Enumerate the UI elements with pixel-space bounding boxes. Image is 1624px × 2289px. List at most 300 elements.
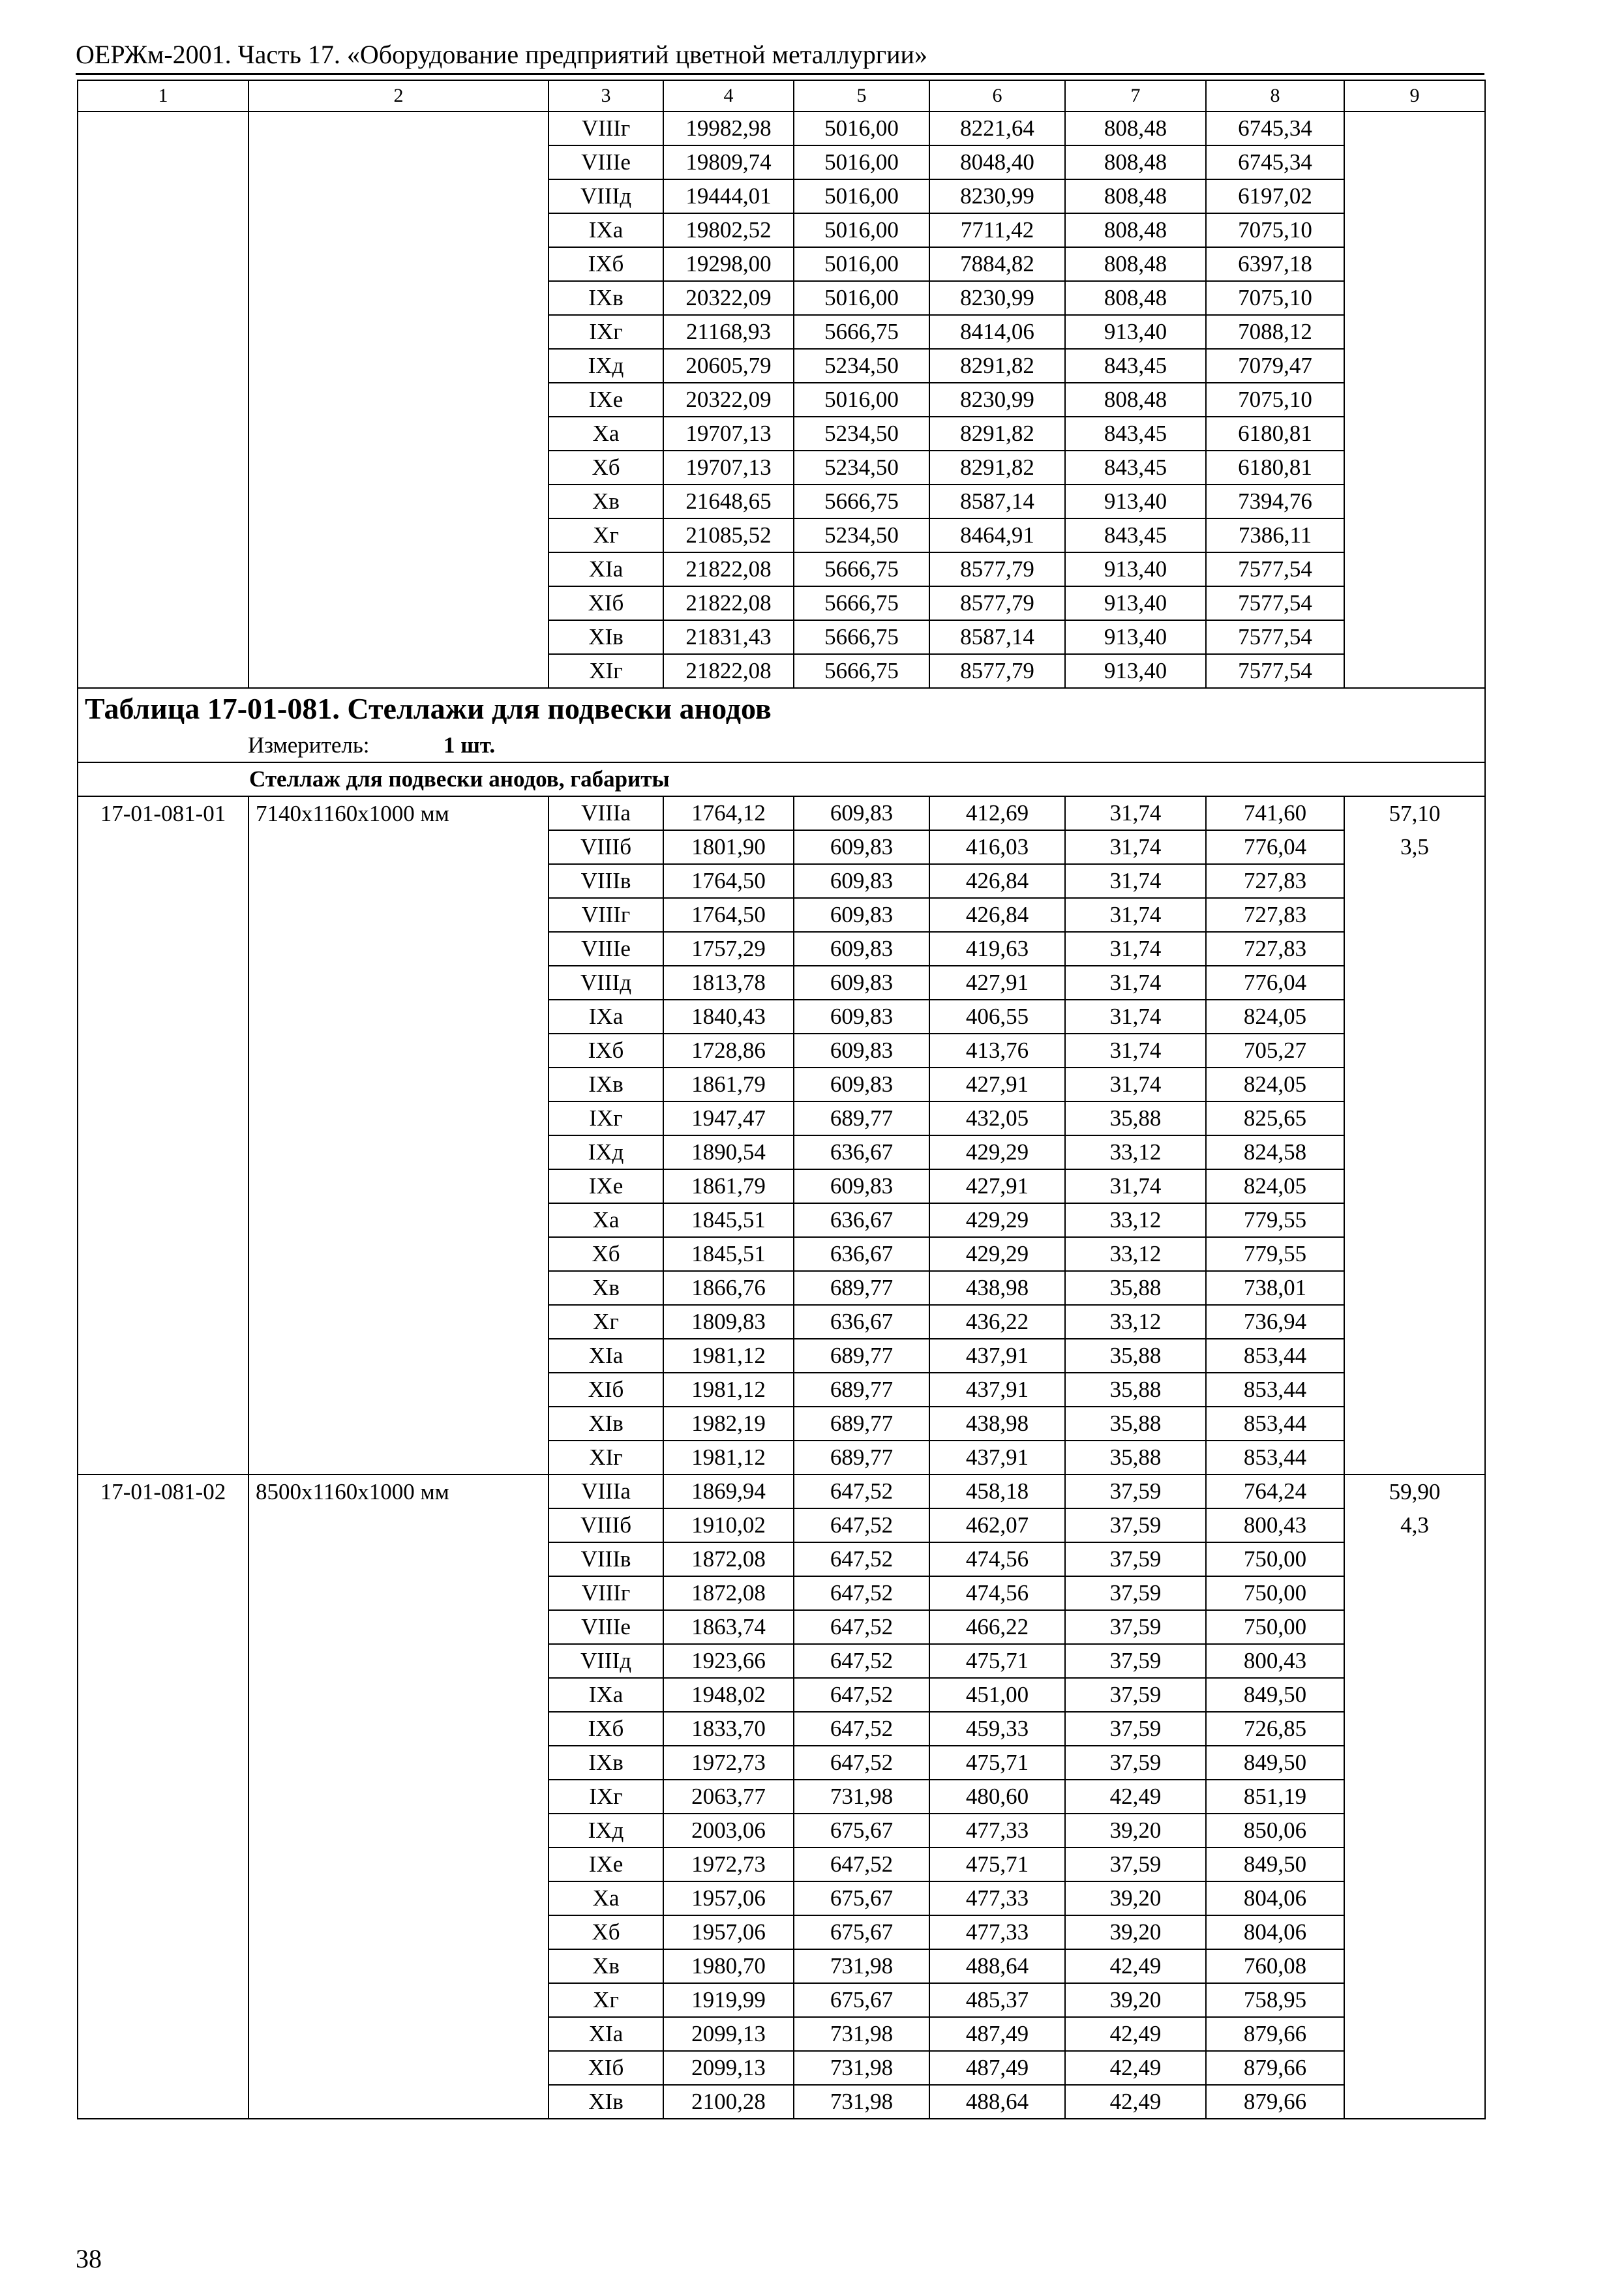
price-zone-cell: IXб <box>549 247 663 281</box>
labor-cost-cell: 647,52 <box>794 1644 929 1678</box>
weight-cell <box>1344 1441 1485 1474</box>
driver-wage-cell: 37,59 <box>1065 1474 1206 1508</box>
total-cost-cell: 1981,12 <box>663 1441 794 1474</box>
weight-cell <box>1344 1339 1485 1373</box>
labor-cost-cell: 731,98 <box>794 1949 929 1983</box>
weight-cell <box>1344 1542 1485 1576</box>
machine-cost-cell: 8577,79 <box>929 654 1065 688</box>
machine-cost-cell: 485,37 <box>929 1983 1065 2017</box>
price-zone-cell: XIв <box>549 620 663 654</box>
machine-cost-cell: 8464,91 <box>929 518 1065 552</box>
total-cost-cell: 1957,06 <box>663 1881 794 1915</box>
driver-wage-cell: 39,20 <box>1065 1814 1206 1848</box>
total-cost-cell: 2099,13 <box>663 2051 794 2085</box>
materials-cost-cell: 825,65 <box>1206 1101 1344 1135</box>
code-cell: 17-01-081-02 <box>78 1474 248 1508</box>
total-cost-cell: 1764,50 <box>663 864 794 898</box>
labor-cost-cell: 5666,75 <box>794 620 929 654</box>
labor-cost-cell: 5016,00 <box>794 383 929 417</box>
total-cost-cell: 1764,12 <box>663 796 794 830</box>
total-cost-cell: 19802,52 <box>663 213 794 247</box>
price-zone-cell: IXг <box>549 315 663 349</box>
materials-cost-cell: 779,55 <box>1206 1237 1344 1271</box>
driver-wage-cell: 843,45 <box>1065 349 1206 383</box>
weight-cell <box>1344 1780 1485 1814</box>
price-zone-cell: IXв <box>549 1746 663 1780</box>
price-zone-cell: XIа <box>549 552 663 586</box>
driver-wage-cell: 35,88 <box>1065 1407 1206 1441</box>
table-row <box>78 1780 1485 1814</box>
table-row <box>78 1610 1485 1644</box>
labor-cost-cell: 609,83 <box>794 796 929 830</box>
code-cell <box>78 1542 248 1576</box>
weight-cell <box>1344 518 1485 552</box>
weight-cell <box>1344 1034 1485 1068</box>
total-cost-cell: 1910,02 <box>663 1508 794 1542</box>
driver-wage-cell: 33,12 <box>1065 1135 1206 1169</box>
machine-cost-cell: 426,84 <box>929 864 1065 898</box>
weight-cell <box>1344 1101 1485 1135</box>
total-cost-cell: 1972,73 <box>663 1848 794 1881</box>
description-cell <box>248 1203 549 1237</box>
code-cell <box>78 281 248 315</box>
machine-cost-cell: 8291,82 <box>929 451 1065 485</box>
code-cell <box>78 1203 248 1237</box>
description-cell <box>248 518 549 552</box>
table-row <box>78 1237 1485 1271</box>
description-cell <box>248 1746 549 1780</box>
code-cell <box>78 1915 248 1949</box>
table-row <box>78 1542 1485 1576</box>
total-cost-cell: 19707,13 <box>663 417 794 451</box>
labor-cost-cell: 5016,00 <box>794 112 929 145</box>
weight-cell <box>1344 586 1485 620</box>
table-row <box>78 1814 1485 1848</box>
materials-cost-cell: 7394,76 <box>1206 485 1344 518</box>
description-cell <box>248 1237 549 1271</box>
labor-cost-cell: 609,83 <box>794 864 929 898</box>
description-cell <box>248 864 549 898</box>
materials-cost-cell: 7577,54 <box>1206 586 1344 620</box>
code-cell <box>78 417 248 451</box>
description-cell <box>248 1915 549 1949</box>
description-cell <box>248 830 549 864</box>
price-zone-cell: IXг <box>549 1780 663 1814</box>
code-cell <box>78 1746 248 1780</box>
labor-cost-cell: 731,98 <box>794 2085 929 2119</box>
total-cost-cell: 19444,01 <box>663 179 794 213</box>
description-cell <box>248 620 549 654</box>
labor-cost-cell: 609,83 <box>794 830 929 864</box>
driver-wage-cell: 843,45 <box>1065 417 1206 451</box>
materials-cost-cell: 6745,34 <box>1206 112 1344 145</box>
driver-wage-cell: 37,59 <box>1065 1644 1206 1678</box>
machine-cost-cell: 438,98 <box>929 1271 1065 1305</box>
table-row <box>78 830 1485 864</box>
machine-cost-cell: 8577,79 <box>929 586 1065 620</box>
driver-wage-cell: 31,74 <box>1065 966 1206 1000</box>
driver-wage-cell: 37,59 <box>1065 1508 1206 1542</box>
labor-cost-cell: 647,52 <box>794 1508 929 1542</box>
driver-wage-cell: 33,12 <box>1065 1305 1206 1339</box>
table-row <box>78 1915 1485 1949</box>
description-cell: 7140x1160x1000 мм <box>248 796 549 830</box>
total-cost-cell: 21822,08 <box>663 586 794 620</box>
code-cell <box>78 247 248 281</box>
weight-cell <box>1344 1407 1485 1441</box>
code-cell <box>78 383 248 417</box>
table-row <box>78 1881 1485 1915</box>
labor-cost-cell: 731,98 <box>794 2051 929 2085</box>
code-cell <box>78 1034 248 1068</box>
weight-cell <box>1344 179 1485 213</box>
weight-cell <box>1344 1373 1485 1407</box>
labor-cost-cell: 609,83 <box>794 1034 929 1068</box>
machine-cost-cell: 426,84 <box>929 898 1065 932</box>
table-row <box>78 552 1485 586</box>
code-cell <box>78 1712 248 1746</box>
machine-cost-cell: 413,76 <box>929 1034 1065 1068</box>
driver-wage-cell: 37,59 <box>1065 1746 1206 1780</box>
price-zone-cell: Xа <box>549 1203 663 1237</box>
table-row <box>78 145 1485 179</box>
code-cell <box>78 932 248 966</box>
labor-cost-cell: 609,83 <box>794 1169 929 1203</box>
labor-cost-cell: 609,83 <box>794 1068 929 1101</box>
labor-cost-cell: 647,52 <box>794 1576 929 1610</box>
description-cell <box>248 552 549 586</box>
total-cost-cell: 1863,74 <box>663 1610 794 1644</box>
total-cost-cell: 19298,00 <box>663 247 794 281</box>
machine-cost-cell: 477,33 <box>929 1814 1065 1848</box>
machine-cost-cell: 474,56 <box>929 1576 1065 1610</box>
price-zone-cell: Xб <box>549 1915 663 1949</box>
code-cell <box>78 830 248 864</box>
total-cost-cell: 1728,86 <box>663 1034 794 1068</box>
machine-cost-cell: 8587,14 <box>929 620 1065 654</box>
table-row <box>78 1678 1485 1712</box>
materials-cost-cell: 6197,02 <box>1206 179 1344 213</box>
code-cell <box>78 1881 248 1915</box>
price-zone-cell: Xг <box>549 1305 663 1339</box>
weight-cell <box>1344 281 1485 315</box>
price-zone-cell: XIв <box>549 1407 663 1441</box>
weight-cell <box>1344 145 1485 179</box>
description-cell <box>248 1508 549 1542</box>
machine-cost-cell: 7711,42 <box>929 213 1065 247</box>
weight-cell <box>1344 349 1485 383</box>
code-cell <box>78 485 248 518</box>
materials-cost-cell: 824,58 <box>1206 1135 1344 1169</box>
code-cell <box>78 179 248 213</box>
column-number: 6 <box>929 80 1065 112</box>
labor-cost-cell: 5234,50 <box>794 349 929 383</box>
price-zone-cell: XIб <box>549 586 663 620</box>
labor-cost-cell: 675,67 <box>794 1915 929 1949</box>
labor-cost-cell: 609,83 <box>794 1000 929 1034</box>
driver-wage-cell: 843,45 <box>1065 451 1206 485</box>
total-cost-cell: 1764,50 <box>663 898 794 932</box>
machine-cost-cell: 487,49 <box>929 2017 1065 2051</box>
total-cost-cell: 19707,13 <box>663 451 794 485</box>
table-row <box>78 796 1485 830</box>
materials-cost-cell: 7079,47 <box>1206 349 1344 383</box>
column-number: 9 <box>1344 80 1485 112</box>
machine-cost-cell: 480,60 <box>929 1780 1065 1814</box>
column-number: 4 <box>663 80 794 112</box>
table-row <box>78 1339 1485 1373</box>
labor-cost-cell: 731,98 <box>794 2017 929 2051</box>
table-row <box>78 966 1485 1000</box>
driver-wage-cell: 39,20 <box>1065 1915 1206 1949</box>
driver-wage-cell: 913,40 <box>1065 654 1206 688</box>
materials-cost-cell: 779,55 <box>1206 1203 1344 1237</box>
machine-cost-cell: 432,05 <box>929 1101 1065 1135</box>
description-cell <box>248 315 549 349</box>
materials-cost-cell: 850,06 <box>1206 1814 1344 1848</box>
code-cell <box>78 2017 248 2051</box>
price-zone-cell: VIIIд <box>549 1644 663 1678</box>
labor-cost-cell: 675,67 <box>794 1814 929 1848</box>
description-cell <box>248 281 549 315</box>
materials-cost-cell: 7577,54 <box>1206 654 1344 688</box>
machine-cost-cell: 8230,99 <box>929 281 1065 315</box>
column-number: 8 <box>1206 80 1344 112</box>
code-cell <box>78 1407 248 1441</box>
weight-cell: 3,5 <box>1344 830 1485 864</box>
machine-cost-cell: 487,49 <box>929 2051 1065 2085</box>
materials-cost-cell: 727,83 <box>1206 864 1344 898</box>
description-cell <box>248 417 549 451</box>
weight-cell <box>1344 1881 1485 1915</box>
materials-cost-cell: 6397,18 <box>1206 247 1344 281</box>
code-cell <box>78 1610 248 1644</box>
driver-wage-cell: 37,59 <box>1065 1610 1206 1644</box>
weight-cell <box>1344 1576 1485 1610</box>
code-cell <box>78 620 248 654</box>
labor-cost-cell: 5234,50 <box>794 518 929 552</box>
driver-wage-cell: 31,74 <box>1065 1169 1206 1203</box>
table-row <box>78 1576 1485 1610</box>
table-row <box>78 1644 1485 1678</box>
weight-cell <box>1344 1814 1485 1848</box>
description-cell <box>248 1271 549 1305</box>
machine-cost-cell: 406,55 <box>929 1000 1065 1034</box>
machine-cost-cell: 8587,14 <box>929 485 1065 518</box>
materials-cost-cell: 7577,54 <box>1206 552 1344 586</box>
weight-cell <box>1344 620 1485 654</box>
labor-cost-cell: 5666,75 <box>794 485 929 518</box>
machine-cost-cell: 477,33 <box>929 1915 1065 1949</box>
labor-cost-cell: 647,52 <box>794 1712 929 1746</box>
description-cell <box>248 213 549 247</box>
table-row <box>78 1746 1485 1780</box>
labor-cost-cell: 647,52 <box>794 1746 929 1780</box>
materials-cost-cell: 7088,12 <box>1206 315 1344 349</box>
weight-cell <box>1344 1848 1485 1881</box>
weight-cell <box>1344 654 1485 688</box>
weight-cell <box>1344 315 1485 349</box>
code-cell <box>78 654 248 688</box>
total-cost-cell: 2100,28 <box>663 2085 794 2119</box>
machine-cost-cell: 8230,99 <box>929 383 1065 417</box>
table-row <box>78 586 1485 620</box>
code-cell <box>78 1305 248 1339</box>
description-cell <box>248 1068 549 1101</box>
description-cell <box>248 1881 549 1915</box>
materials-cost-cell: 804,06 <box>1206 1881 1344 1915</box>
materials-cost-cell: 879,66 <box>1206 2017 1344 2051</box>
weight-cell <box>1344 112 1485 145</box>
labor-cost-cell: 647,52 <box>794 1610 929 1644</box>
materials-cost-cell: 853,44 <box>1206 1373 1344 1407</box>
code-cell <box>78 1237 248 1271</box>
table-title: Таблица 17-01-081. Стеллажи для подвески анодов <box>78 688 1485 729</box>
table-row <box>78 620 1485 654</box>
code-cell <box>78 1644 248 1678</box>
table-row <box>78 2017 1485 2051</box>
column-number: 2 <box>248 80 549 112</box>
description-cell <box>248 2085 549 2119</box>
table-row <box>78 1712 1485 1746</box>
code-cell <box>78 518 248 552</box>
description-cell <box>248 1610 549 1644</box>
driver-wage-cell: 31,74 <box>1065 796 1206 830</box>
price-zone-cell: Xг <box>549 1983 663 2017</box>
weight-cell: 59,90 <box>1344 1474 1485 1508</box>
driver-wage-cell: 33,12 <box>1065 1237 1206 1271</box>
materials-cost-cell: 6180,81 <box>1206 451 1344 485</box>
total-cost-cell: 1890,54 <box>663 1135 794 1169</box>
driver-wage-cell: 37,59 <box>1065 1848 1206 1881</box>
machine-cost-cell: 474,56 <box>929 1542 1065 1576</box>
description-cell <box>248 2051 549 2085</box>
driver-wage-cell: 808,48 <box>1065 213 1206 247</box>
total-cost-cell: 1801,90 <box>663 830 794 864</box>
table-row <box>78 2051 1485 2085</box>
weight-cell <box>1344 1237 1485 1271</box>
driver-wage-cell: 31,74 <box>1065 1000 1206 1034</box>
price-zone-cell: XIб <box>549 2051 663 2085</box>
code-cell <box>78 1101 248 1135</box>
description-cell <box>248 451 549 485</box>
total-cost-cell: 1948,02 <box>663 1678 794 1712</box>
code-cell <box>78 898 248 932</box>
materials-cost-cell: 824,05 <box>1206 1000 1344 1034</box>
description-cell <box>248 1135 549 1169</box>
code-cell <box>78 451 248 485</box>
table-row <box>78 932 1485 966</box>
code-cell <box>78 1983 248 2017</box>
code-cell <box>78 112 248 145</box>
driver-wage-cell: 42,49 <box>1065 1949 1206 1983</box>
page-number: 38 <box>76 2244 102 2273</box>
machine-cost-cell: 412,69 <box>929 796 1065 830</box>
labor-cost-cell: 5666,75 <box>794 552 929 586</box>
total-cost-cell: 1919,99 <box>663 1983 794 2017</box>
code-cell <box>78 1373 248 1407</box>
description-cell <box>248 1034 549 1068</box>
materials-cost-cell: 764,24 <box>1206 1474 1344 1508</box>
group-title: Стеллаж для подвески анодов, габариты <box>78 762 1485 796</box>
machine-cost-cell: 438,98 <box>929 1407 1065 1441</box>
driver-wage-cell: 37,59 <box>1065 1712 1206 1746</box>
table-row <box>78 281 1485 315</box>
materials-cost-cell: 727,83 <box>1206 898 1344 932</box>
total-cost-cell: 1972,73 <box>663 1746 794 1780</box>
table-row <box>78 1271 1485 1305</box>
total-cost-cell: 21831,43 <box>663 620 794 654</box>
machine-cost-cell: 8221,64 <box>929 112 1065 145</box>
price-zone-cell: VIIIд <box>549 179 663 213</box>
total-cost-cell: 1861,79 <box>663 1068 794 1101</box>
materials-cost-cell: 7075,10 <box>1206 281 1344 315</box>
labor-cost-cell: 647,52 <box>794 1848 929 1881</box>
total-cost-cell: 1845,51 <box>663 1203 794 1237</box>
machine-cost-cell: 466,22 <box>929 1610 1065 1644</box>
table-row <box>78 1983 1485 2017</box>
materials-cost-cell: 727,83 <box>1206 932 1344 966</box>
price-zone-cell: VIIIе <box>549 932 663 966</box>
driver-wage-cell: 843,45 <box>1065 518 1206 552</box>
weight-cell: 57,10 <box>1344 796 1485 830</box>
code-cell <box>78 1780 248 1814</box>
weight-cell <box>1344 2085 1485 2119</box>
materials-cost-cell: 6180,81 <box>1206 417 1344 451</box>
description-cell <box>248 1814 549 1848</box>
table-row <box>78 315 1485 349</box>
materials-cost-cell: 750,00 <box>1206 1610 1344 1644</box>
table-row <box>78 898 1485 932</box>
code-cell <box>78 1508 248 1542</box>
weight-cell <box>1344 1678 1485 1712</box>
labor-cost-cell: 5234,50 <box>794 417 929 451</box>
materials-cost-cell: 849,50 <box>1206 1746 1344 1780</box>
weight-cell <box>1344 1644 1485 1678</box>
weight-cell <box>1344 2017 1485 2051</box>
price-zone-cell: IXв <box>549 1068 663 1101</box>
weight-cell <box>1344 1135 1485 1169</box>
labor-cost-cell: 609,83 <box>794 932 929 966</box>
total-cost-cell: 1872,08 <box>663 1542 794 1576</box>
materials-cost-cell: 7075,10 <box>1206 383 1344 417</box>
labor-cost-cell: 675,67 <box>794 1881 929 1915</box>
weight-cell <box>1344 1746 1485 1780</box>
machine-cost-cell: 8414,06 <box>929 315 1065 349</box>
description-cell <box>248 1678 549 1712</box>
rates-table <box>77 80 1486 2119</box>
table-row <box>78 1101 1485 1135</box>
description-cell <box>248 1373 549 1407</box>
total-cost-cell: 1757,29 <box>663 932 794 966</box>
description-cell <box>248 898 549 932</box>
machine-cost-cell: 436,22 <box>929 1305 1065 1339</box>
description-cell <box>248 1101 549 1135</box>
description-cell <box>248 1000 549 1034</box>
code-cell <box>78 1949 248 1983</box>
price-zone-cell: XIа <box>549 1339 663 1373</box>
table-row <box>78 518 1485 552</box>
driver-wage-cell: 31,74 <box>1065 830 1206 864</box>
description-cell <box>248 586 549 620</box>
driver-wage-cell: 35,88 <box>1065 1101 1206 1135</box>
weight-cell <box>1344 1203 1485 1237</box>
meter-label: Измеритель: <box>248 732 370 758</box>
description-cell <box>248 966 549 1000</box>
weight-cell <box>1344 247 1485 281</box>
weight-cell <box>1344 1949 1485 1983</box>
description-cell <box>248 1441 549 1474</box>
